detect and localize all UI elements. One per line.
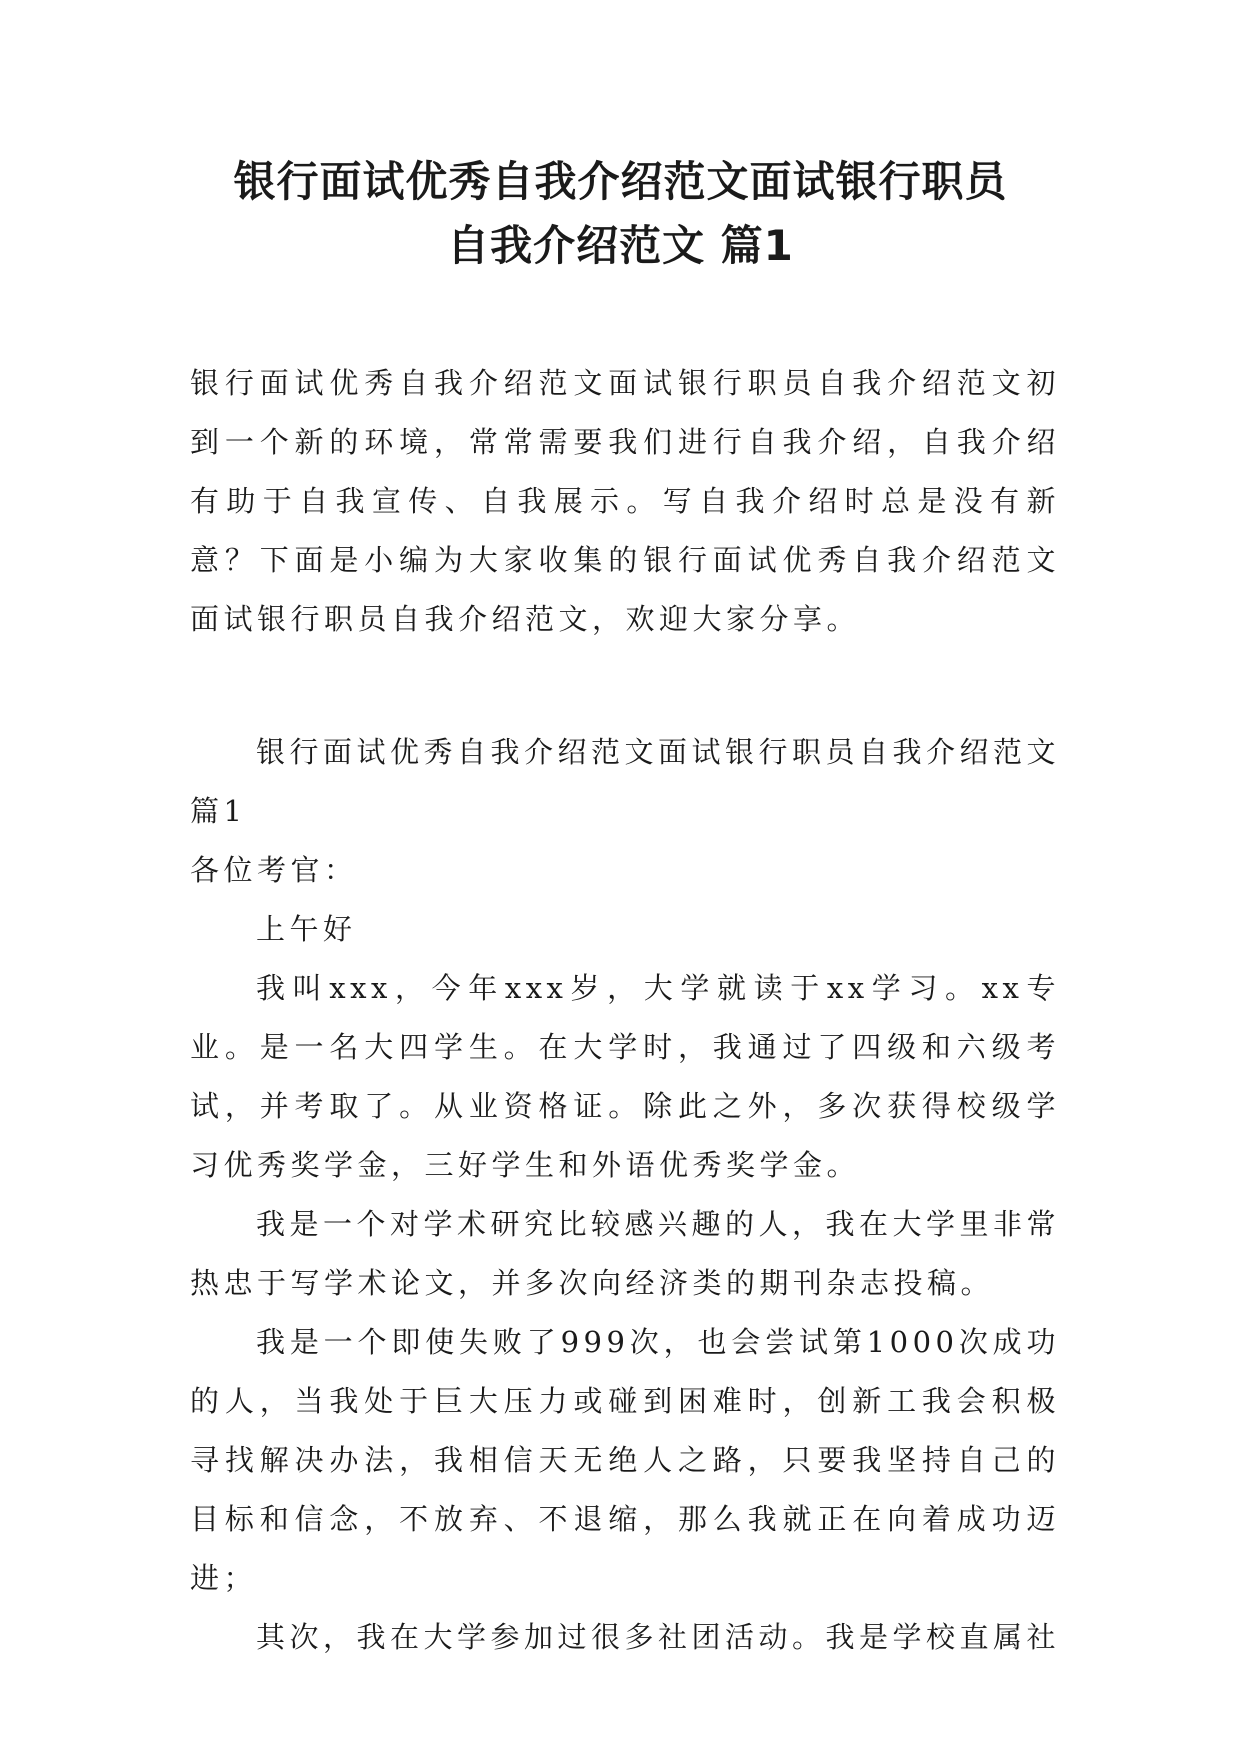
document-title (150, 150, 1091, 278)
title-line-1: 银行面试优秀自我介绍范文面试银行职员 (233, 157, 1008, 206)
body-paragraph-1: 我叫xxx，今年xxx岁，大学就读于xx学习。xx专业。是一名大四学生。在大学时，我通过了四级和六级考试，并考取了。从业资格证。除此之外，多次获得校级学习优秀奖学金，三好学生和外语优秀奖学金。 (190, 971, 1060, 1182)
intro-paragraph: 银行面试优秀自我介绍范文面试银行职员自我介绍范文初到一个新的环境，常常需要我们进行自我介绍，自我介绍有助于自我宣传、自我展示。写自我介绍时总是没有新意？下面是小编为大家收集的银行面试优秀自我介绍范文面试银行职员自我介绍范文，欢迎大家分享。 (190, 366, 1060, 636)
paragraph-gap (190, 649, 1060, 723)
salutation: 各位考官： (190, 853, 358, 887)
body-paragraph-2: 我是一个对学术研究比较感兴趣的人，我在大学里非常热忠于写学术论文，并多次向经济类的期刊杂志投稿。 (190, 1207, 1061, 1300)
body-paragraph-3: 我是一个即使失败了999次，也会尝试第1000次成功的人，当我处于巨大压力或碰到困难时，创新工我会积极寻找解决办法，我相信天无绝人之路，只要我坚持自己的目标和信念，不放弃、不退缩，那么我就正在向着成功迈进； (190, 1325, 1060, 1595)
body-paragraph-4: 其次，我在大学参加过很多社团活动。我是学校直属社 (256, 1620, 1061, 1654)
greeting: 上午好 (256, 912, 357, 946)
title-line-2: 自我介绍范文 篇1 (447, 221, 794, 270)
section-heading: 银行面试优秀自我介绍范文面试银行职员自我介绍范文 篇1 (190, 735, 1061, 828)
document-body (190, 354, 1060, 1667)
